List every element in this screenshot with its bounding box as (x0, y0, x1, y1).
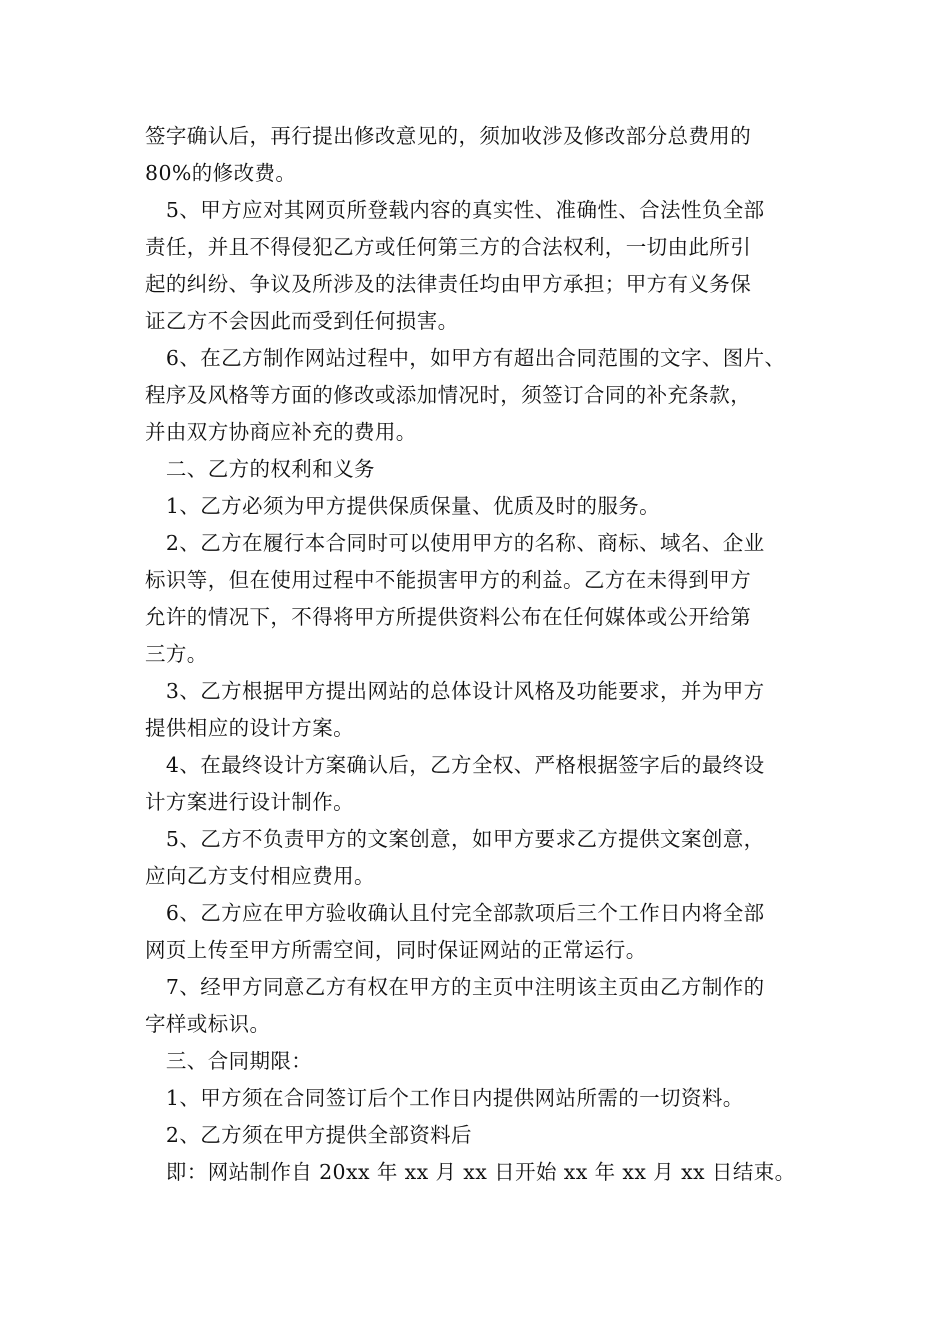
paragraph-term-item-1: 1、甲方须在合同签订后个工作日内提供网站所需的一切资料。 (145, 1086, 744, 1110)
paragraph-term-item-2: 2、乙方须在甲方提供全部资料后 (145, 1123, 472, 1147)
paragraph-party-b-item-7: 7、经甲方同意乙方有权在甲方的主页中注明该主页由乙方制作的 字样或标识。 (145, 975, 765, 1036)
paragraph-party-b-item-6: 6、乙方应在甲方验收确认且付完全部款项后三个工作日内将全部 网页上传至甲方所需空间，同时保证网站的正常运行。 (145, 901, 765, 962)
document-body (145, 118, 825, 1191)
paragraph-party-a-item-6: 6、在乙方制作网站过程中，如甲方有超出合同范围的文字、图片、 程序及风格等方面的修改或添加情况时，须签订合同的补充条款， 并由双方协商应补充的费用。 (145, 346, 786, 444)
paragraph-party-b-item-4: 4、在最终设计方案确认后，乙方全权、严格根据签字后的最终设 计方案进行设计制作。 (145, 753, 765, 814)
paragraph-party-b-item-3: 3、乙方根据甲方提出网站的总体设计风格及功能要求，并为甲方 提供相应的设计方案。 (145, 679, 765, 740)
paragraph-party-b-item-1: 1、乙方必须为甲方提供保质保量、优质及时的服务。 (145, 494, 661, 518)
paragraph-party-b-item-2: 2、乙方在履行本合同时可以使用甲方的名称、商标、域名、企业 标识等，但在使用过程中不能损害甲方的利益。乙方在未得到甲方 允许的情况下，不得将甲方所提供资料公布在任何媒体或公开给第 三方。 (145, 531, 765, 666)
paragraph-term-dates: 即：网站制作自 20xx 年 xx 月 xx 日开始 xx 年 xx 月 xx 日结束。 (145, 1160, 796, 1184)
section-heading-contract-term: 三、合同期限： (145, 1049, 313, 1073)
section-heading-party-b-rights: 二、乙方的权利和义务 (145, 457, 375, 481)
paragraph-party-a-item-5: 5、甲方应对其网页所登载内容的真实性、准确性、合法性负全部 责任，并且不得侵犯乙方或任何第三方的合法权利，一切由此所引 起的纠纷、争议及所涉及的法律责任均由甲方承担；甲方有义务保 证乙方不会因此而受到任何损害。 (145, 198, 765, 333)
paragraph-party-b-item-5: 5、乙方不负责甲方的文案创意，如甲方要求乙方提供文案创意， 应向乙方支付相应费用。 (145, 827, 765, 888)
paragraph-revision-fee: 签字确认后，再行提出修改意见的，须加收涉及修改部分总费用的 80%的修改费。 (145, 124, 752, 185)
